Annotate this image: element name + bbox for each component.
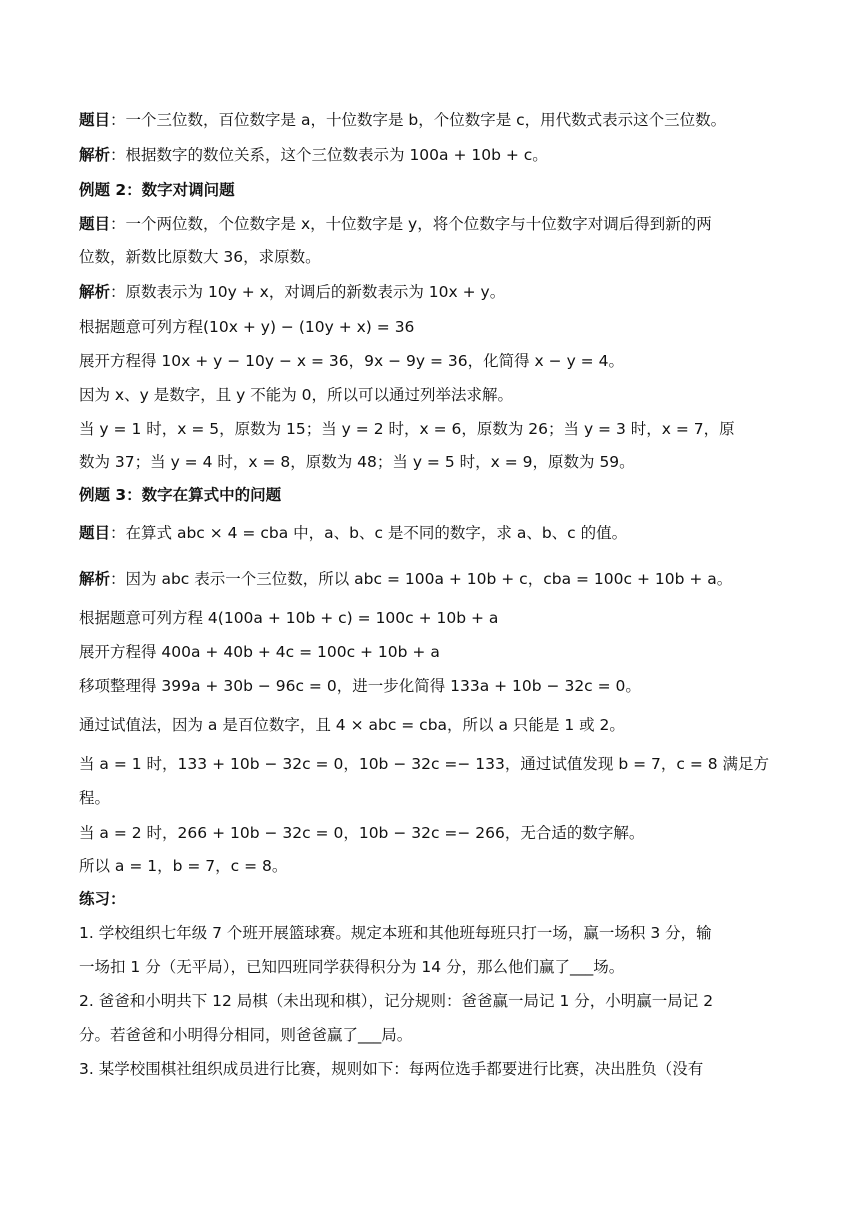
text-line: 所以 a = 1，b = 7，c = 8。	[79, 857, 288, 875]
text: ：根据数字的数位关系，这个三位数表示为 100a + 10b + c。	[110, 146, 548, 164]
text-line: 程。	[79, 789, 111, 807]
text-line: 位数，新数比原数大 36，求原数。	[79, 248, 321, 266]
analysis-line	[79, 145, 548, 165]
problem-line	[79, 523, 627, 543]
problem-line	[79, 214, 712, 234]
exercise-line: 分。若爸爸和小明得分相同，则爸爸赢了___局。	[79, 1026, 413, 1044]
label: 题目	[79, 524, 111, 542]
text-line: 通过试值法，因为 a 是百位数字，且 4 × abc = cba，所以 a 只能是 1 或 2。	[79, 716, 625, 734]
text-line: 根据题意可列方程 4(100a + 10b + c) = 100c + 10b + a	[79, 609, 499, 627]
label: 解析	[79, 283, 111, 301]
text-line: 数为 37；当 y = 4 时，x = 8，原数为 48；当 y = 5 时，x = 9，原数为 59。	[79, 453, 635, 471]
label: 题目	[79, 111, 111, 129]
label: 题目	[79, 215, 111, 233]
text-line: 因为 x、y 是数字，且 y 不能为 0，所以可以通过列举法求解。	[79, 386, 514, 404]
text-line: 当 y = 1 时，x = 5，原数为 15；当 y = 2 时，x = 6，原数为 26；当 y = 3 时，x = 7，原	[79, 420, 735, 438]
text-line: 当 a = 1 时，133 + 10b − 32c = 0，10b − 32c =− 133，通过试值发现 b = 7，c = 8 满足方	[79, 755, 770, 773]
text-line: 移项整理得 399a + 30b − 96c = 0，进一步化简得 133a + 10b − 32c = 0。	[79, 677, 641, 695]
text-line: 根据题意可列方程(10x + y) − (10y + x) = 36	[79, 318, 415, 336]
text: ：原数表示为 10y + x，对调后的新数表示为 10x + y。	[110, 283, 506, 301]
text: ：一个两位数，个位数字是 x，十位数字是 y，将个位数字与十位数字对调后得到新的两	[110, 215, 712, 233]
text: ：在算式 abc × 4 = cba 中，a、b、c 是不同的数字，求 a、b、c 的值。	[110, 524, 628, 542]
text-line: 当 a = 2 时，266 + 10b − 32c = 0，10b − 32c =− 266，无合适的数字解。	[79, 824, 645, 842]
text: ：一个三位数，百位数字是 a，十位数字是 b，个位数字是 c，用代数式表示这个三位数。	[110, 111, 727, 129]
analysis-line	[79, 569, 732, 589]
exercise-line: 2. 爸爸和小明共下 12 局棋（未出现和棋），记分规则：爸爸赢一局记 1 分，小明赢一局记 2	[79, 992, 714, 1010]
exercise-line: 3. 某学校围棋社组织成员进行比赛，规则如下：每两位选手都要进行比赛，决出胜负（没有	[79, 1060, 704, 1078]
example-heading: 例题 2：数字对调问题	[79, 181, 235, 199]
text-line: 展开方程得 10x + y − 10y − x = 36，9x − 9y = 36，化简得 x − y = 4。	[79, 352, 624, 370]
text: ：因为 abc 表示一个三位数，所以 abc = 100a + 10b + c，cba = 100c + 10b + a。	[110, 570, 733, 588]
practice-heading: 练习：	[79, 890, 126, 908]
exercise-line: 1. 学校组织七年级 7 个班开展篮球赛。规定本班和其他班每班只打一场，赢一场积 3 分，输	[79, 924, 712, 942]
exercise-line: 一场扣 1 分（无平局），已知四班同学获得积分为 14 分，那么他们赢了___场。	[79, 958, 625, 976]
label: 解析	[79, 570, 111, 588]
label: 解析	[79, 146, 111, 164]
example-heading: 例题 3：数字在算式中的问题	[79, 486, 282, 504]
text-line: 展开方程得 400a + 40b + 4c = 100c + 10b + a	[79, 643, 440, 661]
analysis-line	[79, 282, 505, 302]
problem-line	[79, 110, 726, 130]
